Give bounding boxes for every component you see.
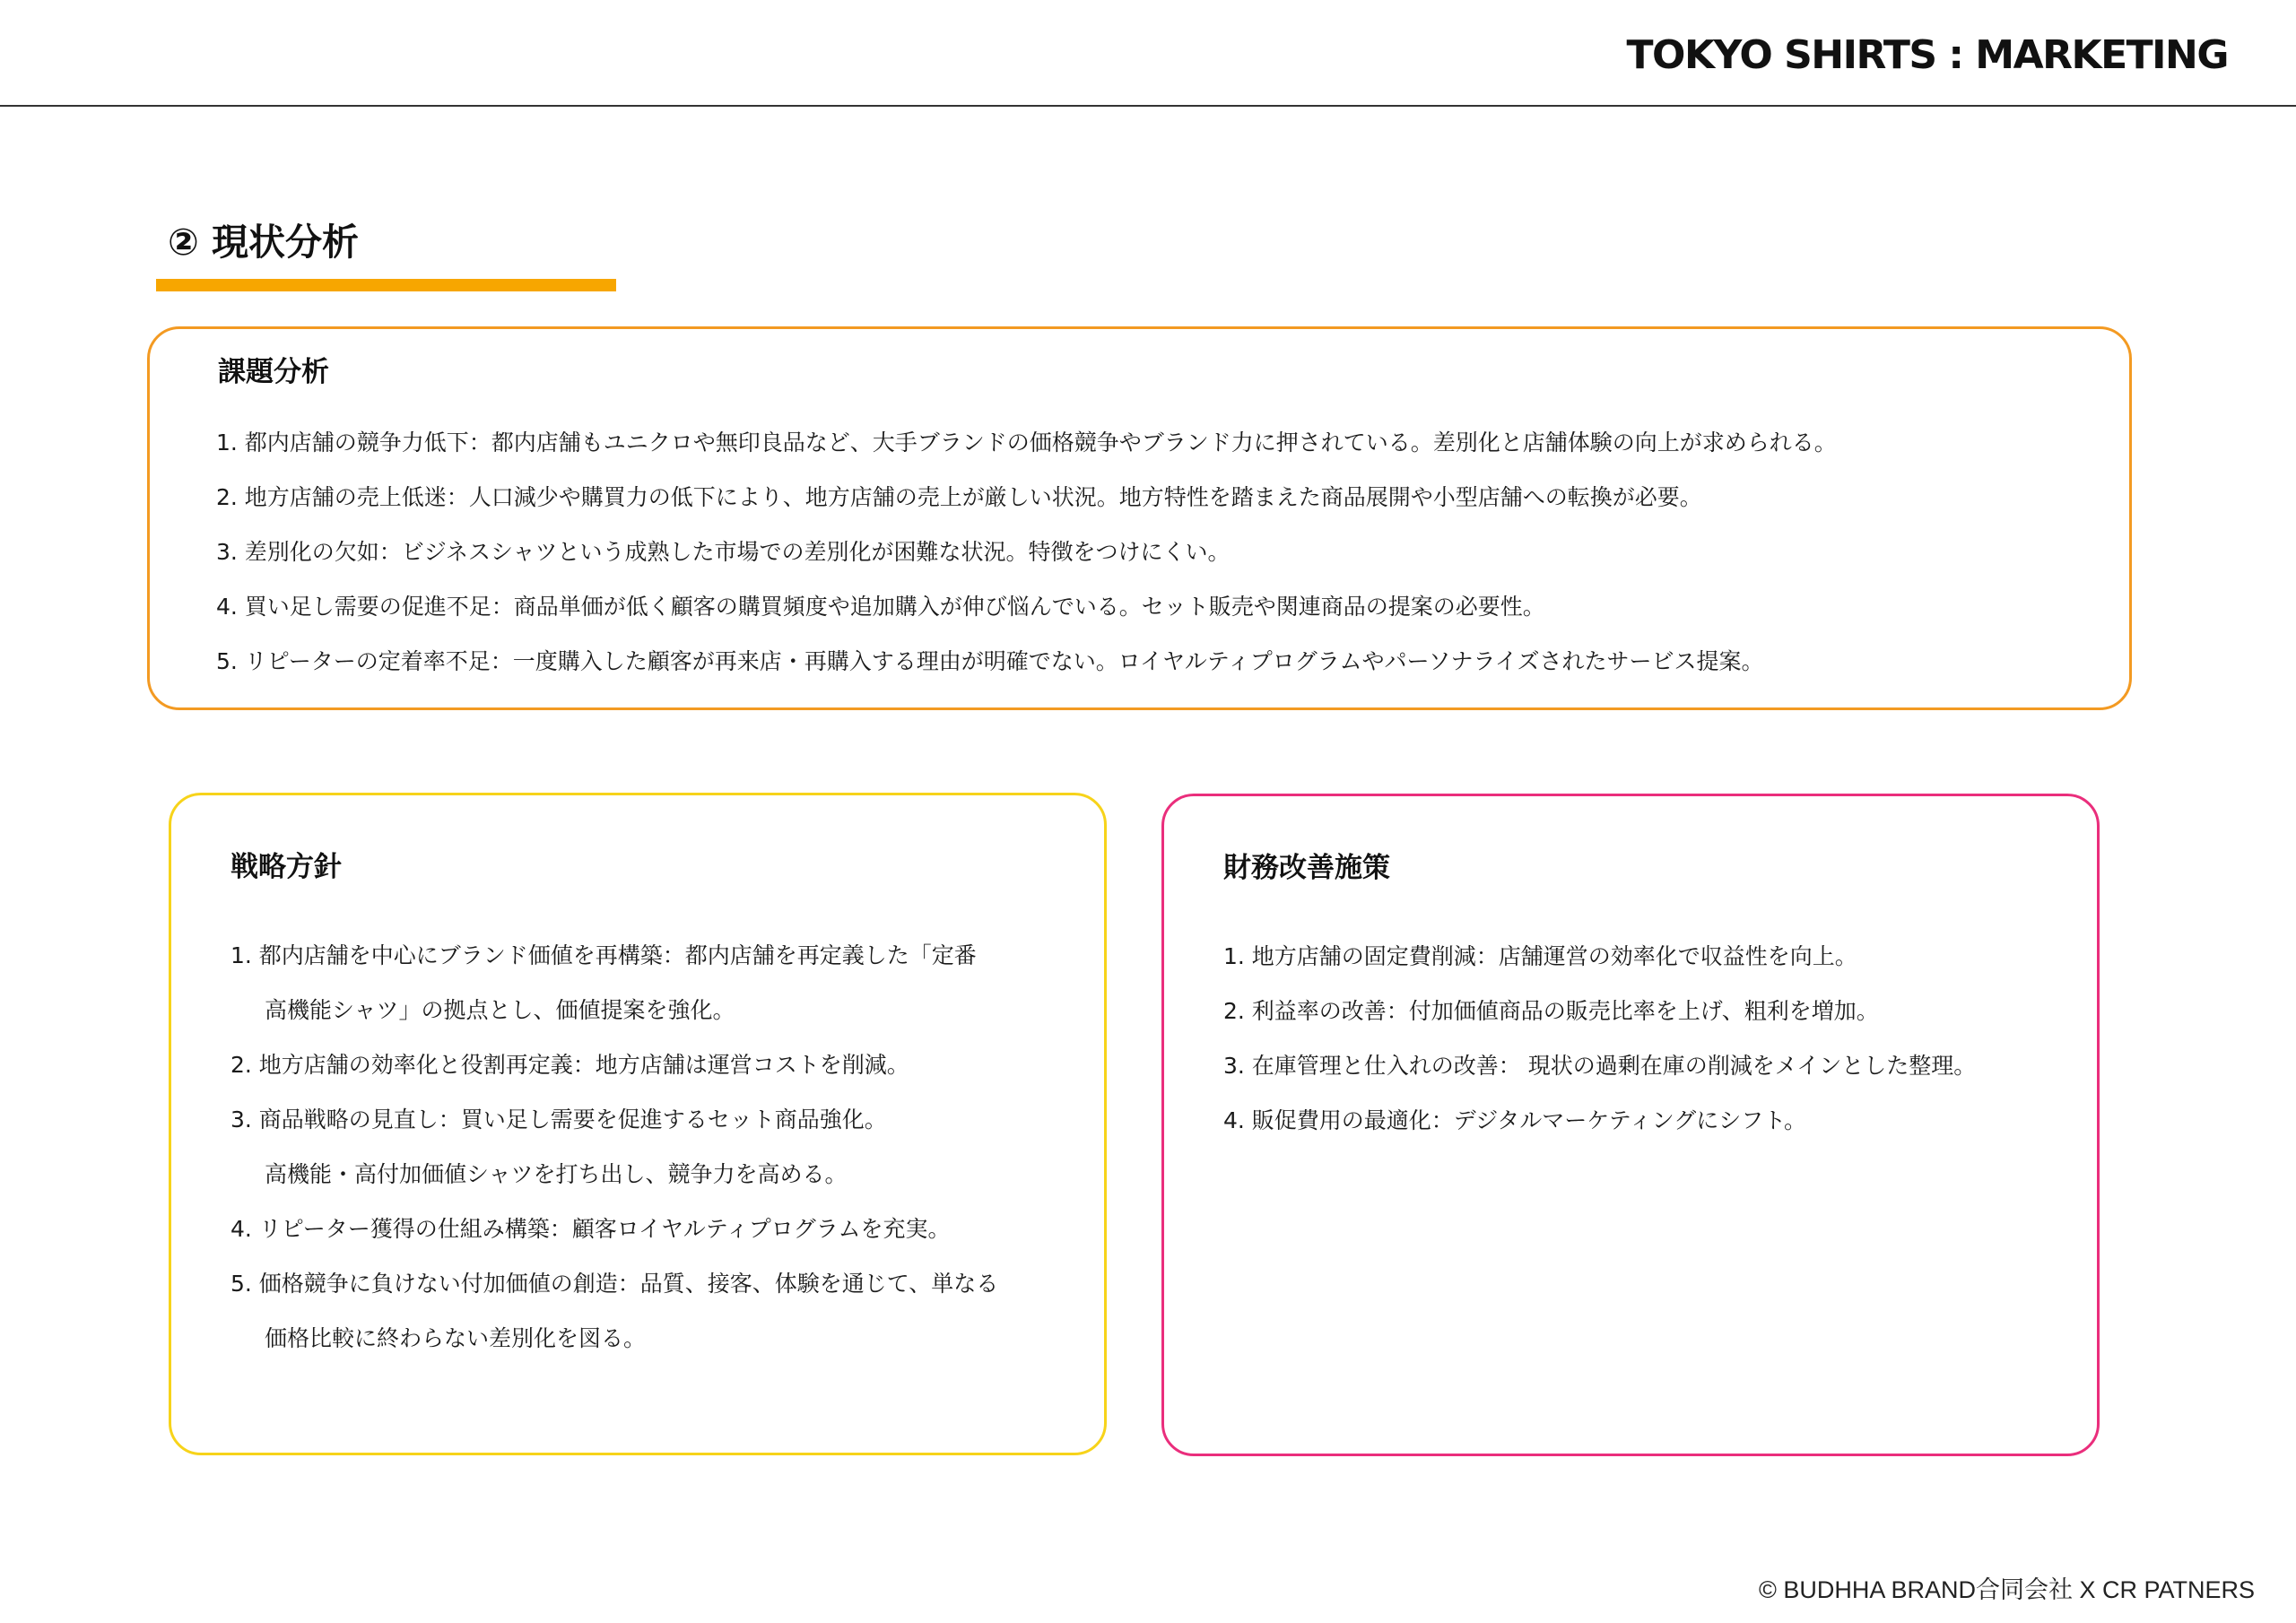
strategy-line-1: 1. 都内店舗を中心にブランド価値を再構築：都内店舗を再定義した「定番 bbox=[230, 942, 977, 968]
strategy-line-1-cont: 高機能シャツ」の拠点とし、価値提案を強化。 bbox=[265, 997, 735, 1023]
strategy-panel-title: 戦略方針 bbox=[230, 851, 342, 883]
issue-item-4: 4. 買い足し需要の促進不足：商品単価が低く顧客の購買頻度や追加購入が伸び悩んでいる。セット販売や関連商品の提案の必要性。 bbox=[216, 594, 1545, 620]
strategy-line-2: 2. 地方店舗の効率化と役割再定義：地方店舗は運営コストを削減。 bbox=[230, 1052, 909, 1078]
finance-item-1: 1. 地方店舗の固定費削減：店舗運営の効率化で収益性を向上。 bbox=[1223, 943, 1857, 969]
header-divider bbox=[0, 105, 2296, 107]
finance-item-2: 2. 利益率の改善：付加価値商品の販売比率を上げ、粗利を増加。 bbox=[1223, 998, 1879, 1024]
strategy-line-5-cont: 価格比較に終わらない差別化を図る。 bbox=[265, 1325, 647, 1351]
issue-item-3: 3. 差別化の欠如：ビジネスシャツという成熟した市場での差別化が困難な状況。特徴をつけにくい。 bbox=[216, 539, 1231, 565]
finance-item-4: 4. 販促費用の最適化：デジタルマーケティングにシフト。 bbox=[1223, 1107, 1807, 1133]
strategy-panel bbox=[169, 793, 1107, 1455]
issues-panel-title: 課題分析 bbox=[218, 356, 329, 388]
header-brand-title: TOKYO SHIRTS : MARKETING bbox=[1626, 32, 2228, 78]
strategy-line-5: 5. 価格競争に負けない付加価値の創造：品質、接客、体験を通じて、単なる bbox=[230, 1271, 999, 1297]
strategy-line-3-cont: 高機能・高付加価値シャツを打ち出し、競争力を高める。 bbox=[265, 1161, 848, 1187]
section-title: ② 現状分析 bbox=[168, 221, 359, 264]
finance-panel bbox=[1161, 794, 2100, 1456]
footer-copyright: © BUDHHA BRAND合同会社 X CR PATNERS bbox=[1759, 1576, 2255, 1603]
issues-list bbox=[216, 415, 1837, 689]
strategy-list bbox=[230, 928, 998, 1366]
finance-panel-title: 財務改善施策 bbox=[1223, 852, 1390, 884]
strategy-line-3: 3. 商品戦略の見直し：買い足し需要を促進するセット商品強化。 bbox=[230, 1107, 887, 1133]
issue-item-2: 2. 地方店舗の売上低迷：人口減少や購買力の低下により、地方店舗の売上が厳しい状況。地方特性を踏まえた商品展開や小型店舗への転換が必要。 bbox=[216, 484, 1702, 510]
strategy-line-4: 4. リピーター獲得の仕組み構築：顧客ロイヤルティプログラムを充実。 bbox=[230, 1216, 951, 1242]
issue-item-5: 5. リピーターの定着率不足：一度購入した顧客が再来店・再購入する理由が明確でない。ロイヤルティプログラムやパーソナライズされたサービス提案。 bbox=[216, 648, 1764, 674]
section-title-underline bbox=[156, 279, 616, 291]
issue-item-1: 1. 都内店舗の競争力低下：都内店舗もユニクロや無印良品など、大手ブランドの価格競争やブランド力に押されている。差別化と店舗体験の向上が求められる。 bbox=[216, 430, 1837, 456]
issues-panel bbox=[147, 326, 2132, 710]
finance-list bbox=[1223, 929, 1976, 1148]
finance-item-3: 3. 在庫管理と仕入れの改善： 現状の過剰在庫の削減をメインとした整理。 bbox=[1223, 1053, 1977, 1079]
